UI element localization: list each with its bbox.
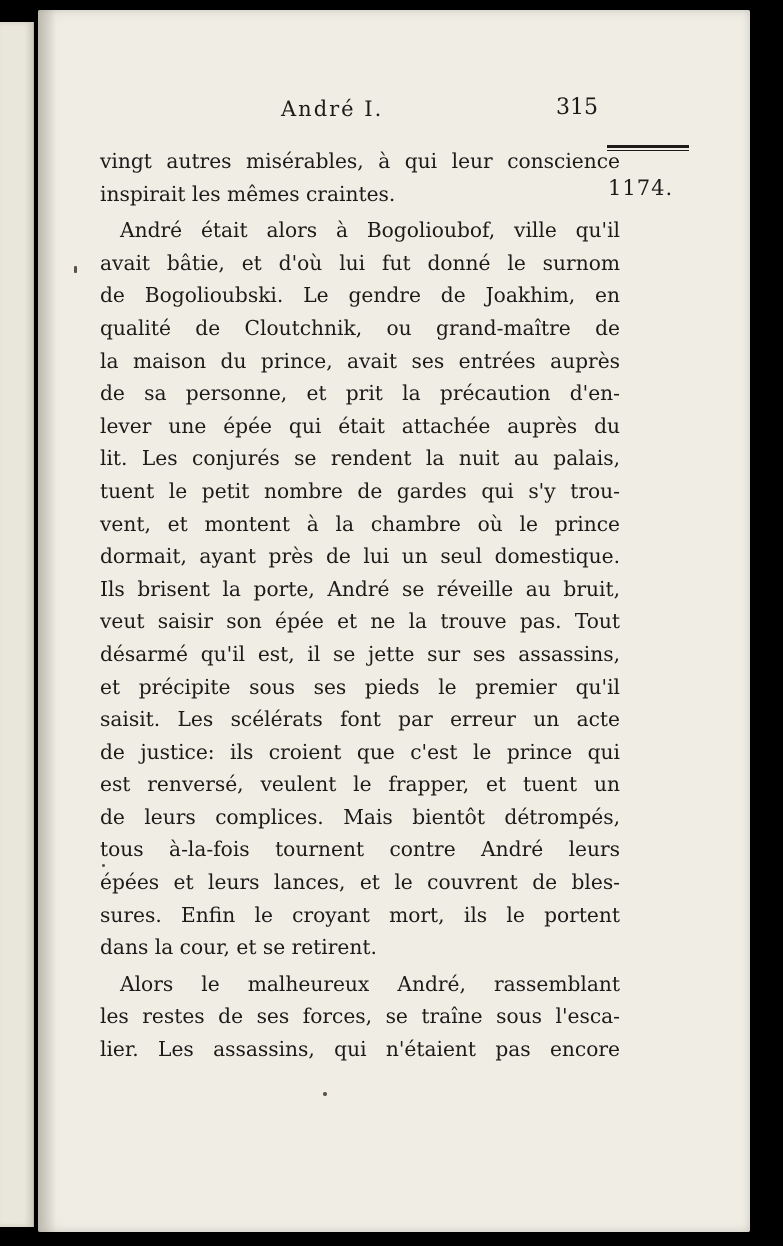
text-line: dans la cour, et se retirent. [100,935,377,960]
page-number: 315 [556,95,598,120]
text-line: est renversé, veulent le frapper, et tuent un [100,772,620,797]
paper-speck [74,266,77,273]
text-line: lever une épée qui était attachée auprès du [100,413,620,438]
paper-speck [102,864,105,867]
text-line: dormait, ayant près de lui un seul domestique. [100,544,620,569]
text-line: de sa personne, et prit la précaution d'en- [100,381,620,406]
text-line: de justice: ils croient que c'est le prince qui [100,739,620,764]
text-line: vingt autres misérables, à qui leur conscience [100,149,620,173]
text-line: la maison du prince, avait ses entrées auprès [100,348,620,373]
paper-speck [323,1092,327,1096]
text-line: qualité de Cloutchnik, ou grand-maître de [100,315,620,340]
text-line: vent, et montent à la chambre où le prince [100,511,620,536]
text-line: et précipite sous ses pieds le premier qu'il [100,674,620,699]
text-line: lier. Les assassins, qui n'étaient pas encore [100,1037,620,1062]
body-text [100,145,620,1066]
text-line: Alors le malheureux André, rassemblant [120,971,620,996]
text-line: épées et leurs lances, et le couvrent de bles- [100,870,620,895]
facing-page-edge [0,22,34,1227]
text-line: tous à-la-fois tournent contre André leurs [100,837,620,862]
text-line: de leurs complices. Mais bientôt détrompés, [100,804,620,829]
text-line: sures. Enfin le croyant mort, ils le portent [100,902,620,927]
text-line: les restes de ses forces, se traîne sous l'esca- [100,1004,620,1029]
gutter-shadow [38,10,56,1232]
text-line: de Bogolioubski. Le gendre de Joakhim, en [100,283,620,308]
running-title: André I. [281,97,384,121]
text-line: désarmé qu'il est, il se jette sur ses assassins, [100,641,620,666]
book-page [38,10,750,1232]
text-line: avait bâtie, et d'où lui fut donné le surnom [100,250,620,275]
text-line: veut saisir son épée et ne la trouve pas. Tout [100,609,620,634]
text-line: André était alors à Bogolioubof, ville qu'il [120,218,620,243]
text-line: saisit. Les scélérats font par erreur un acte [100,707,620,732]
text-line: tuent le petit nombre de gardes qui s'y trou- [100,478,620,503]
text-line: Ils brisent la porte, André se réveille au bruit, [100,576,620,601]
margin-year: 1174. [608,176,674,200]
text-line: inspirait les mêmes craintes. [100,181,396,206]
text-line: lit. Les conjurés se rendent la nuit au palais, [100,446,620,471]
